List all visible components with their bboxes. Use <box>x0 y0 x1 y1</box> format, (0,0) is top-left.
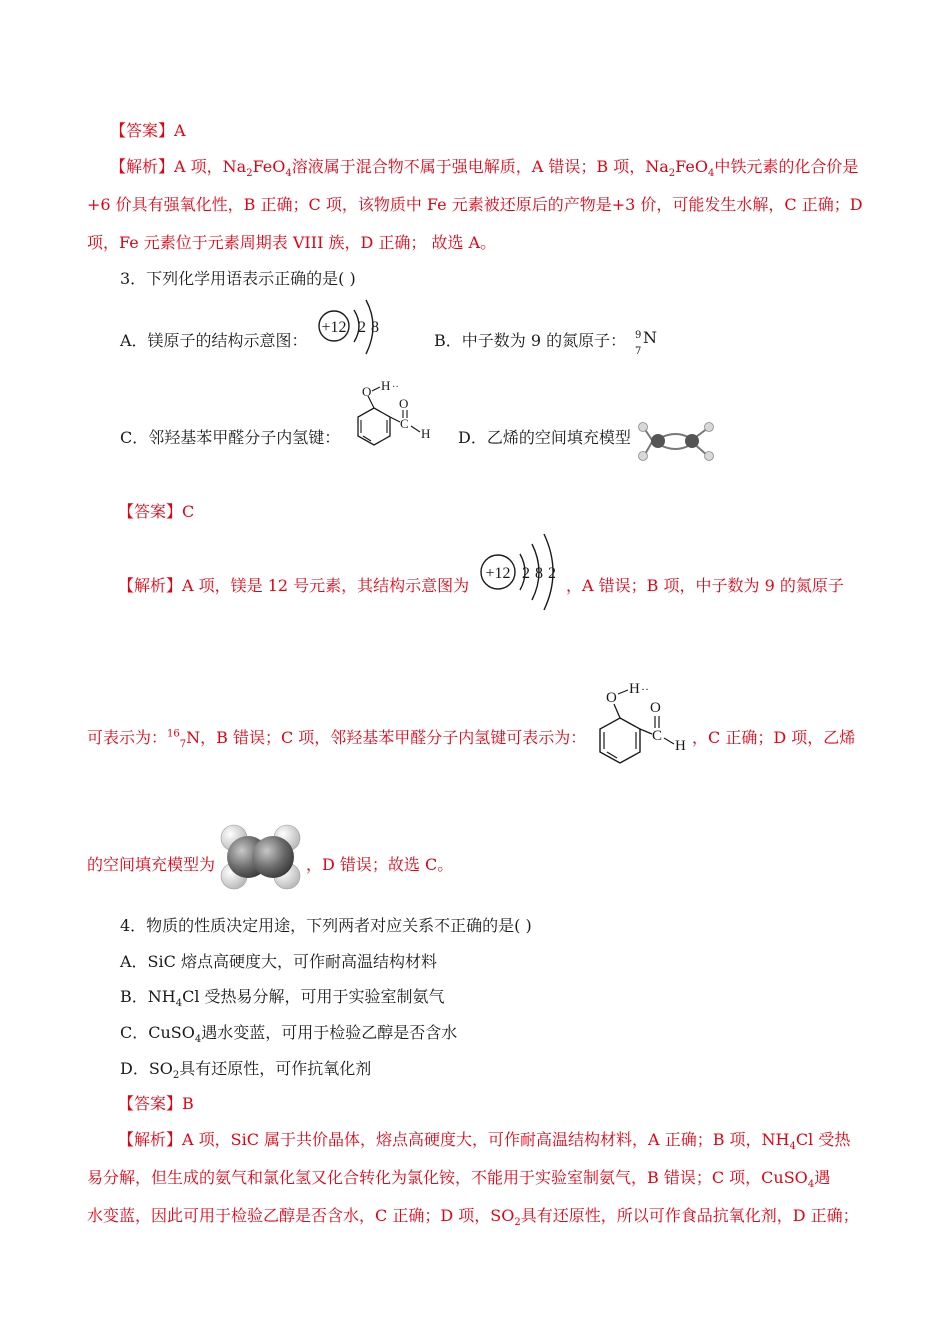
salicylaldehyde-structure-c <box>344 380 436 466</box>
mg-atom-diagram-a <box>314 296 390 360</box>
svg-text:C: C <box>400 416 409 431</box>
q3-analysis-line1-part1: 【解析】A 项，镁是 12 号元素，其结构示意图为 <box>118 576 470 595</box>
svg-text:O: O <box>362 384 372 399</box>
q3-option-c: C．邻羟基苯甲醛分子内氢键： <box>120 428 341 447</box>
q3-option-a: A．镁原子的结构示意图： <box>120 331 308 350</box>
q3-analysis-line2-part1: 可表示为：$^{16}_7$N，B 错误；C 项，邻羟基苯甲醛分子内氢键可表示为： <box>87 728 587 751</box>
q2-analysis-line2: +6 价具有强氧化性，B 正确；C 项，该物质中 Fe 元素被还原后的产物是+3 价，可能发生水解，C 正确；D <box>87 195 863 214</box>
q3-option-b: B．中子数为 9 的氮原子： <box>434 331 627 350</box>
q4-analysis-line1: 【解析】A 项，SiC 属于共价晶体，熔点高硬度大，可作耐高温结构材料，A 正确；B 项，$NH_4Cl$ 受热 <box>118 1130 851 1153</box>
mg-atom-diagram-analysis <box>476 532 568 614</box>
q4-answer: 【答案】B <box>118 1094 194 1113</box>
q4-option-b: B．$NH_4Cl$ 受热易分解，可用于实验室制氨气 <box>120 987 445 1010</box>
svg-text:H: H <box>421 426 431 441</box>
q3-answer: 【答案】C <box>118 502 195 521</box>
svg-text:H: H <box>381 380 391 393</box>
q2-analysis-line1: 【解析】A 项，$Na_2FeO_4$溶液属于混合物不属于强电解质，A 错误；B 项，$Na_2FeO_4$中铁元素的化合价是 <box>110 157 859 180</box>
q4-stem: 4．物质的性质决定用途，下列两者对应关系不正确的是( ) <box>120 916 532 935</box>
svg-text:O: O <box>606 690 617 706</box>
nitrogen-isotope-symbol: 9 7 N <box>635 328 657 357</box>
ethylene-ball-stick-model-d <box>636 418 724 468</box>
q4-option-c: C．CuSO$_4$遇水变蓝，可用于检验乙醇是否含水 <box>120 1023 458 1046</box>
q3-stem: 3．下列化学用语表示正确的是( ) <box>120 269 356 288</box>
svg-text:8: 8 <box>535 565 543 582</box>
svg-text:2: 2 <box>522 565 530 582</box>
q3-analysis-line2-part2: ，C 正确；D 项，乙烯 <box>692 728 856 747</box>
q2-answer: 【答案】A <box>110 121 186 140</box>
q3-analysis-line3-part1: 的空间填充模型为 <box>87 855 216 874</box>
q3-option-d: D．乙烯的空间填充模型 <box>458 428 631 447</box>
q3-analysis-line1-part2: ，A 错误；B 项，中子数为 9 的氮原子 <box>566 576 844 595</box>
q4-analysis-line2: 易分解，但生成的氨气和氯化氢又化合转化为氯化铵，不能用于实验室制氨气，B 错误；C 项，CuSO$_4$遇 <box>87 1168 831 1191</box>
q4-analysis-line3: 水变蓝，因此可用于检验乙醇是否含水，C 正确；D 项，$SO_2$具有还原性，所以可作食品抗氧化剂，D 正确； <box>87 1206 859 1229</box>
svg-text:+12: +12 <box>321 319 347 336</box>
svg-text:2: 2 <box>548 565 556 582</box>
q3-analysis-line3-part2: ，D 错误；故选 C。 <box>306 855 454 874</box>
q4-option-d: D．$SO_2$具有还原性，可作抗氧化剂 <box>120 1059 372 1082</box>
q4-option-a: A．SiC 熔点高硬度大，可作耐高温结构材料 <box>120 952 437 971</box>
svg-text:··: ·· <box>641 682 649 696</box>
svg-text:C: C <box>652 728 663 744</box>
q2-analysis-line3: 项，Fe 元素位于元素周期表 VIII 族，D 正确； 故选 A。 <box>87 233 497 252</box>
salicylaldehyde-structure-analysis <box>590 676 692 776</box>
svg-text:8: 8 <box>371 319 379 336</box>
svg-text:H: H <box>675 738 686 754</box>
svg-text:O: O <box>399 396 409 411</box>
svg-text:··: ·· <box>392 382 399 393</box>
svg-text:H: H <box>629 681 640 697</box>
svg-text:+12: +12 <box>485 565 511 582</box>
svg-text:O: O <box>650 700 661 716</box>
svg-text:2: 2 <box>358 319 366 336</box>
ethylene-space-filling-model <box>220 822 302 892</box>
